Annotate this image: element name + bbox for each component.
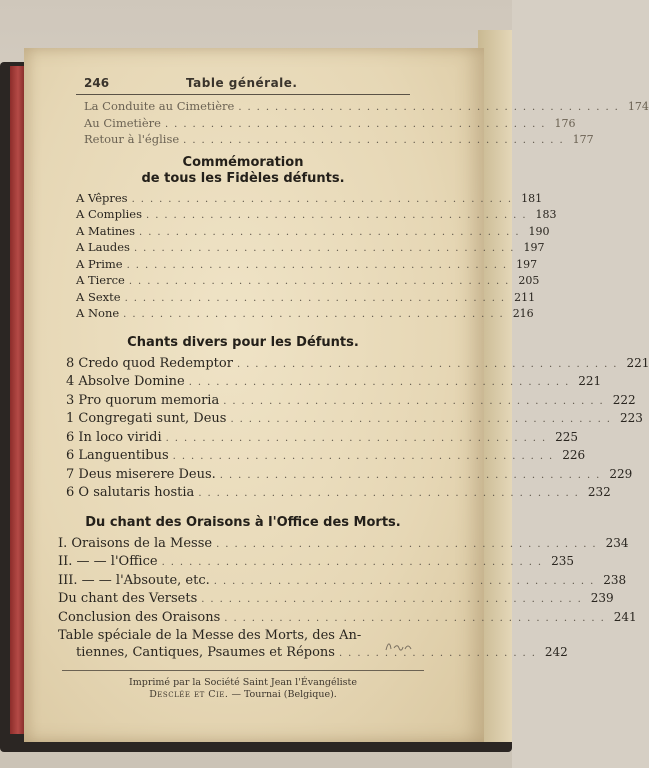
toc-entry-multiline: Table spéciale de la Messe des Morts, des An- tiennes, Cantiques, Psaumes et Répons ...................... 242 bbox=[58, 628, 568, 660]
section-burial bbox=[56, 99, 649, 149]
section-title-chants: Chants divers pour les Défunts. bbox=[127, 334, 359, 350]
toc-entry: Au Cimetière .......................................... 176 bbox=[84, 115, 576, 130]
printer-imprint: Imprimé par la Société Saint Jean l'Évangéliste Desclée et Cie. — Tournai (Belgique). bbox=[129, 677, 357, 700]
toc-entry: 4 Absolve Domine .......................................... 221 bbox=[66, 374, 602, 389]
toc-entry: La Conduite au Cimetière .......................................... 174 bbox=[84, 99, 649, 113]
toc-entry: Retour à l'église .......................................... 177 bbox=[84, 132, 594, 146]
section-chants bbox=[56, 355, 649, 503]
toc-entry: III. — — l'Absoute, etc. .......................................... 238 bbox=[58, 572, 627, 588]
toc-entry: A Prime .......................................... 197 bbox=[76, 256, 538, 271]
footer-rule bbox=[62, 670, 424, 671]
toc-entry: A Laudes .......................................... 197 bbox=[76, 240, 545, 254]
section-commemoration bbox=[56, 190, 557, 323]
toc-entry: Du chant des Versets .......................................... 239 bbox=[58, 591, 614, 606]
toc-entry: 8 Credo quod Redemptor .......................................... 221 bbox=[66, 355, 649, 371]
toc-entry: 1 Congregati sunt, Deus .......................................... 223 bbox=[66, 411, 643, 426]
toc-entry: A Sexte .......................................... 211 bbox=[76, 289, 536, 304]
toc-entry: A None .......................................... 216 bbox=[76, 306, 534, 320]
toc-entry: 6 In loco viridi .......................................... 225 bbox=[66, 429, 579, 445]
toc-entry: 3 Pro quorum memoria .......................................... 222 bbox=[66, 392, 636, 408]
toc-entry: I. Oraisons de la Messe .......................................... 234 bbox=[58, 535, 629, 551]
pencil-mark-icon bbox=[384, 640, 414, 654]
section-oraisons bbox=[56, 535, 637, 663]
toc-entry: 6 Languentibus .......................................... 226 bbox=[66, 448, 586, 463]
toc-entry: A Complies .......................................... 183 bbox=[76, 207, 557, 221]
toc-entry: 6 O salutaris hostia .......................................... 232 bbox=[66, 485, 611, 500]
toc-entry: A Tierce .......................................... 205 bbox=[76, 273, 540, 287]
table-of-contents bbox=[56, 72, 649, 701]
running-header bbox=[56, 72, 430, 92]
running-title: Table générale. bbox=[186, 76, 298, 90]
toc-entry: Conclusion des Oraisons .......................................... 241 bbox=[58, 609, 637, 625]
section-title-oraisons: Du chant des Oraisons à l'Office des Morts. bbox=[85, 514, 401, 530]
header-rule bbox=[76, 94, 410, 95]
toc-entry: A Matines .......................................... 190 bbox=[76, 223, 550, 238]
page-number: 246 bbox=[84, 76, 110, 90]
toc-entry: A Vêpres .......................................... 181 bbox=[76, 190, 543, 205]
section-title-commemoration: Commémoration de tous les Fidèles défunts. bbox=[141, 154, 345, 186]
toc-entry: 7 Deus miserere Deus. .......................................... 229 bbox=[66, 466, 633, 482]
toc-entry: II. — — l'Office .......................................... 235 bbox=[58, 554, 574, 569]
